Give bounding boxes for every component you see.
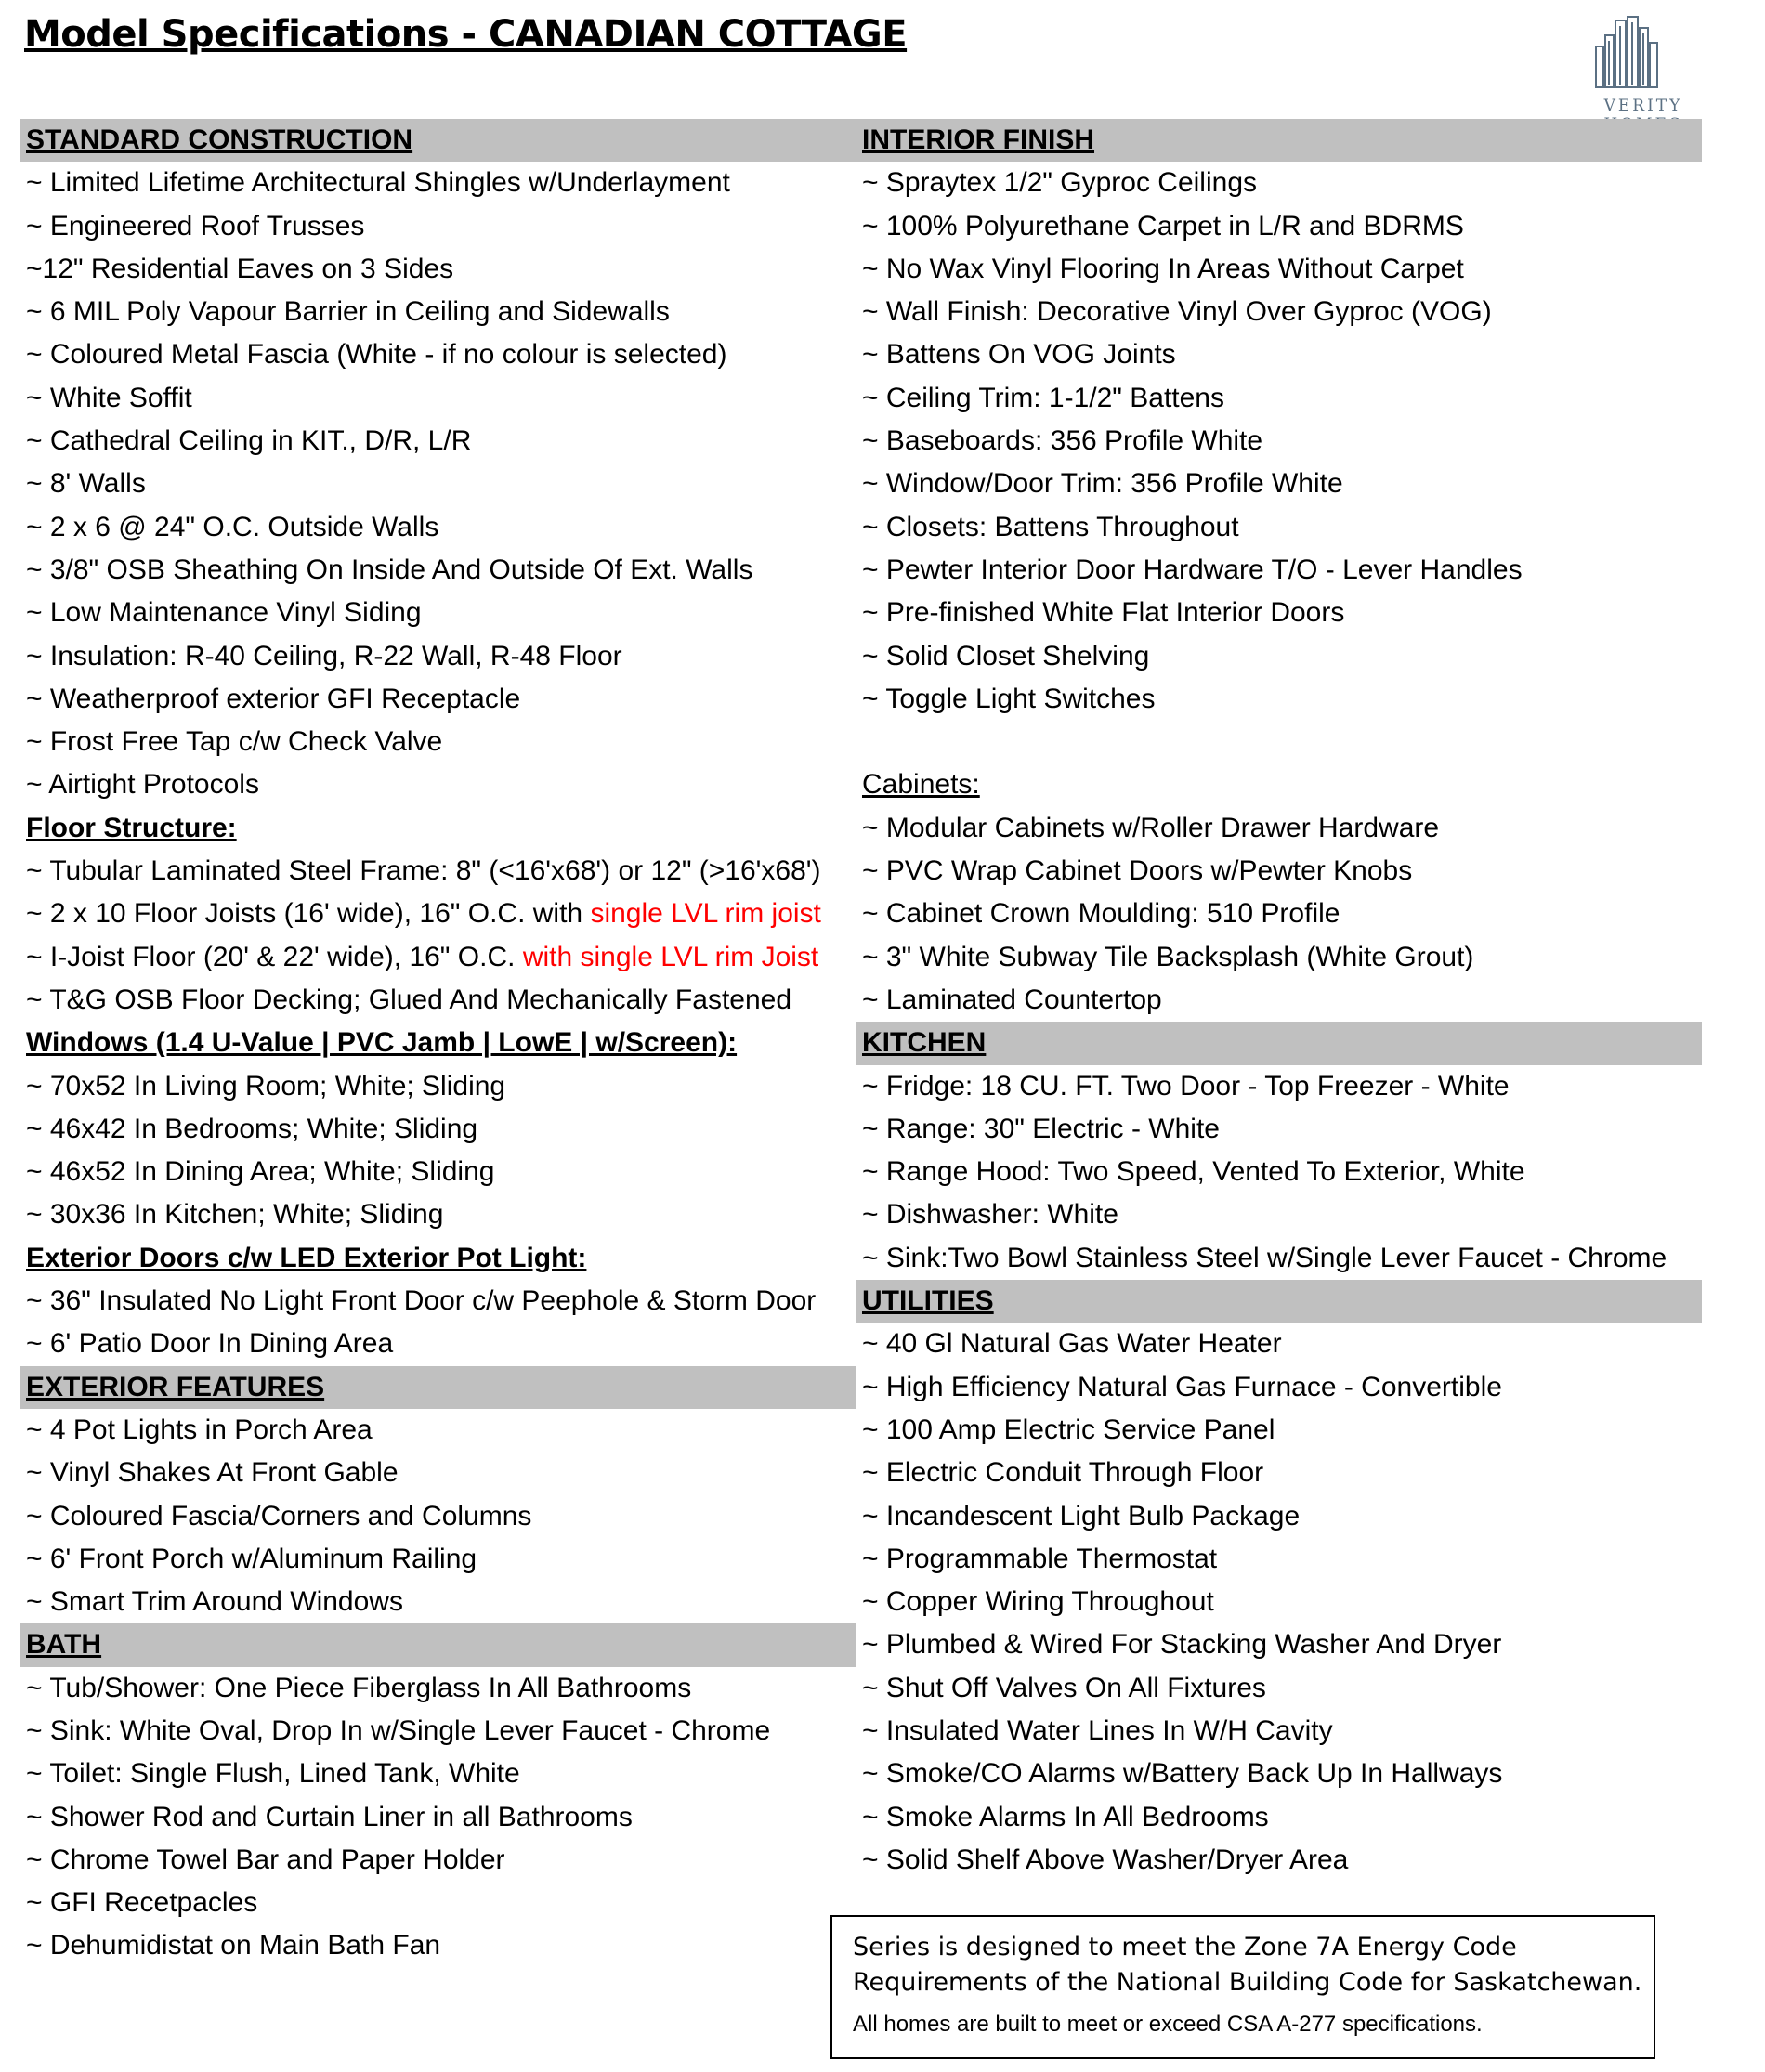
spec-item	[20, 592, 856, 634]
spec-text: ~ 6' Patio Door In Dining Area	[26, 1328, 394, 1360]
spec-text: ~ Sink:Two Bowl Stainless Steel w/Single Lever Faucet - Chrome	[862, 1242, 1667, 1273]
spec-text: ~ Solid Closet Shelving	[862, 640, 1150, 671]
spec-text: ~12" Residential Eaves on 3 Sides	[26, 253, 454, 284]
spec-text: ~ Window/Door Trim: 356 Profile White	[862, 468, 1343, 500]
spec-text: Exterior Doors c/w LED Exterior Pot Light:	[26, 1242, 587, 1273]
spec-item	[856, 506, 1702, 549]
spec-item	[856, 333, 1702, 376]
spec-text: ~ Cabinet Crown Moulding: 510 Profile	[862, 898, 1340, 930]
spec-text: ~ T&G OSB Floor Decking; Glued And Mechanically Fastened	[26, 984, 792, 1015]
spec-item	[20, 1409, 856, 1452]
spec-text: ~ Range Hood: Two Speed, Vented To Exterior, White	[862, 1156, 1525, 1188]
spec-item	[20, 1581, 856, 1623]
subsection-heading	[20, 807, 856, 850]
section-header	[20, 1366, 856, 1409]
spec-item	[856, 1839, 1702, 1882]
spec-text: ~ Laminated Countertop	[862, 984, 1162, 1015]
spec-item	[856, 463, 1702, 505]
spec-item	[20, 1882, 856, 1924]
spec-text: ~ Tubular Laminated Steel Frame: 8" (<16'x68') or 12" (>16'x68')	[26, 855, 821, 887]
spec-text: ~ 3" White Subway Tile Backsplash (White Grout)	[862, 941, 1474, 972]
spec-item	[20, 1667, 856, 1710]
spec-item	[20, 333, 856, 376]
spec-text: ~ Coloured Fascia/Corners and Columns	[26, 1500, 532, 1531]
spec-item	[856, 1667, 1702, 1710]
spec-text: ~ 100 Amp Electric Service Panel	[862, 1414, 1275, 1445]
spec-text: ~ 70x52 In Living Room; White; Sliding	[26, 1070, 506, 1101]
spec-text: ~ PVC Wrap Cabinet Doors w/Pewter Knobs	[862, 855, 1413, 887]
spec-item	[20, 678, 856, 721]
spec-item	[856, 1323, 1702, 1365]
spec-text: ~ 8' Walls	[26, 468, 146, 500]
page-title: Model Specifications - CANADIAN COTTAGE	[24, 13, 908, 56]
spec-item	[856, 162, 1702, 204]
spec-item	[856, 1710, 1702, 1753]
spec-item	[20, 1108, 856, 1151]
spec-item	[20, 1065, 856, 1108]
spec-text: ~ Low Maintenance Vinyl Siding	[26, 597, 422, 629]
highlighted-text: with single LVL rim Joist	[522, 941, 819, 972]
note-line: Requirements of the National Building Code for Saskatchewan.	[853, 1968, 1642, 1997]
spec-item	[856, 1065, 1702, 1108]
spec-text: ~ 2 x 6 @ 24" O.C. Outside Walls	[26, 511, 439, 542]
subsection-heading	[20, 1237, 856, 1280]
spec-item	[856, 205, 1702, 248]
spec-text: ~ Pre-finished White Flat Interior Doors	[862, 597, 1345, 629]
spec-text: ~ I-Joist Floor (20' & 22' wide), 16" O.C.	[26, 941, 523, 972]
spec-text: ~ Weatherproof exterior GFI Receptacle	[26, 683, 521, 714]
spec-text: ~ High Efficiency Natural Gas Furnace - Convertible	[862, 1371, 1502, 1402]
spec-text: ~ Plumbed & Wired For Stacking Washer And Dryer	[862, 1629, 1502, 1661]
spec-item	[20, 1151, 856, 1193]
spec-text: ~ Shut Off Valves On All Fixtures	[862, 1672, 1266, 1703]
spec-item	[20, 1753, 856, 1795]
spec-text: ~ Tub/Shower: One Piece Fiberglass In All Bathrooms	[26, 1672, 692, 1703]
spec-text: ~ Frost Free Tap c/w Check Valve	[26, 726, 443, 758]
spec-item	[856, 1366, 1702, 1409]
spec-item	[20, 1495, 856, 1538]
spec-item	[20, 1323, 856, 1365]
spec-text: ~ Pewter Interior Door Hardware T/O - Lever Handles	[862, 554, 1523, 585]
spec-item	[20, 549, 856, 592]
spec-item	[20, 248, 856, 291]
spec-item	[20, 162, 856, 204]
spec-item	[20, 1710, 856, 1753]
spec-item	[20, 1452, 856, 1494]
spec-item	[20, 721, 856, 763]
spec-item	[20, 979, 856, 1022]
spec-text: ~ Cathedral Ceiling in KIT., D/R, L/R	[26, 425, 472, 457]
spec-item	[856, 1108, 1702, 1151]
spec-text: ~ Closets: Battens Throughout	[862, 511, 1239, 542]
spec-item	[20, 1839, 856, 1882]
spec-item	[20, 463, 856, 505]
spec-text: KITCHEN	[862, 1027, 987, 1059]
logo-text: VERITY	[1603, 97, 1683, 115]
spec-item	[856, 1409, 1702, 1452]
spec-item	[856, 1193, 1702, 1236]
spec-item	[20, 291, 856, 333]
spec-text: ~ 36" Insulated No Light Front Door c/w Peephole & Storm Door	[26, 1285, 817, 1317]
spec-text: INTERIOR FINISH	[862, 124, 1095, 155]
spec-text: BATH	[26, 1629, 102, 1661]
spec-text: ~ Toilet: Single Flush, Lined Tank, White	[26, 1758, 520, 1790]
spec-text: ~ Range: 30" Electric - White	[862, 1113, 1220, 1144]
section-header	[856, 1022, 1702, 1064]
spec-text: ~ Sink: White Oval, Drop In w/Single Lever Faucet - Chrome	[26, 1714, 771, 1746]
spec-text: Windows (1.4 U-Value | PVC Jamb | LowE | w/Screen):	[26, 1027, 738, 1059]
spec-item	[856, 592, 1702, 634]
spec-text: ~ Insulation: R-40 Ceiling, R-22 Wall, R-48 Floor	[26, 640, 622, 671]
spec-item	[856, 936, 1702, 979]
spec-item	[856, 1452, 1702, 1494]
spec-text: ~ Chrome Towel Bar and Paper Holder	[26, 1844, 505, 1875]
building-icon	[1592, 15, 1667, 89]
spec-text: ~ 46x52 In Dining Area; White; Sliding	[26, 1156, 495, 1188]
energy-code-note	[830, 1915, 1655, 2059]
spec-text: ~ Toggle Light Switches	[862, 683, 1156, 714]
spec-text: ~ GFI Recetpacles	[26, 1887, 258, 1919]
spec-item	[20, 763, 856, 806]
spec-text: Cabinets:	[862, 769, 980, 801]
subsection-heading	[20, 1022, 856, 1064]
spec-item	[20, 635, 856, 678]
spec-text: ~ Dishwasher: White	[862, 1199, 1118, 1231]
note-line: Series is designed to meet the Zone 7A Energy Code	[853, 1933, 1517, 1961]
spec-item	[856, 807, 1702, 850]
spec-item	[856, 979, 1702, 1022]
spec-text: ~ Smart Trim Around Windows	[26, 1586, 403, 1618]
spec-text: ~ Incandescent Light Bulb Package	[862, 1500, 1301, 1531]
section-header	[20, 119, 856, 162]
spec-item	[856, 1538, 1702, 1581]
spec-text: ~ Limited Lifetime Architectural Shingles w/Underlayment	[26, 167, 730, 199]
spec-text: ~ 2 x 10 Floor Joists (16' wide), 16" O.C. with	[26, 898, 591, 930]
spec-item	[20, 893, 856, 935]
spec-item	[20, 420, 856, 463]
spec-text: ~ 40 Gl Natural Gas Water Heater	[862, 1328, 1282, 1360]
spec-item	[856, 678, 1702, 721]
spec-text: STANDARD CONSTRUCTION	[26, 124, 413, 155]
spec-text: ~ No Wax Vinyl Flooring In Areas Without Carpet	[862, 253, 1464, 284]
spec-text: ~ 6' Front Porch w/Aluminum Railing	[26, 1543, 477, 1574]
company-logo	[1579, 15, 1709, 122]
section-header	[856, 1280, 1702, 1323]
spec-text: ~ 3/8" OSB Sheathing On Inside And Outside Of Ext. Walls	[26, 554, 753, 585]
spec-item	[20, 1193, 856, 1236]
spec-item	[856, 1495, 1702, 1538]
spec-text: ~ Spraytex 1/2" Gyproc Ceilings	[862, 167, 1258, 199]
spec-item	[856, 377, 1702, 420]
right-column	[856, 119, 1702, 1882]
spec-text: ~ 100% Polyurethane Carpet in L/R and BDRMS	[862, 210, 1464, 241]
spec-item	[856, 635, 1702, 678]
spec-text: ~ Airtight Protocols	[26, 769, 259, 801]
spec-item	[856, 1623, 1702, 1666]
spec-text: ~ 6 MIL Poly Vapour Barrier in Ceiling and Sidewalls	[26, 296, 670, 328]
spec-text: ~ Battens On VOG Joints	[862, 339, 1176, 371]
spec-text: ~ Programmable Thermostat	[862, 1543, 1218, 1574]
spec-text: ~ Baseboards: 356 Profile White	[862, 425, 1263, 457]
spec-text: ~ Solid Shelf Above Washer/Dryer Area	[862, 1844, 1349, 1875]
spec-item	[20, 1538, 856, 1581]
spec-item	[856, 1753, 1702, 1795]
subsection-heading	[856, 763, 1702, 806]
spec-item	[856, 1796, 1702, 1839]
spec-item	[20, 1796, 856, 1839]
spec-text: ~ Copper Wiring Throughout	[862, 1586, 1214, 1618]
spec-text: ~ 30x36 In Kitchen; White; Sliding	[26, 1199, 444, 1231]
spec-item	[20, 1280, 856, 1323]
spec-item	[20, 936, 856, 979]
spec-item	[856, 1581, 1702, 1623]
spec-text: ~ Ceiling Trim: 1-1/2" Battens	[862, 382, 1224, 413]
spec-text: ~ Modular Cabinets w/Roller Drawer Hardware	[862, 812, 1440, 843]
spec-text: ~ White Soffit	[26, 382, 192, 413]
spec-item	[856, 1237, 1702, 1280]
spec-item	[856, 549, 1702, 592]
highlighted-text: single LVL rim joist	[590, 898, 821, 930]
spec-item	[20, 506, 856, 549]
left-column	[20, 119, 856, 1968]
section-header	[20, 1623, 856, 1666]
spec-text: ~ 46x42 In Bedrooms; White; Sliding	[26, 1113, 478, 1144]
spec-item	[20, 205, 856, 248]
spec-item	[856, 893, 1702, 935]
spec-text: ~ Smoke Alarms In All Bedrooms	[862, 1801, 1269, 1832]
spec-text: ~ 4 Pot Lights in Porch Area	[26, 1414, 373, 1445]
spec-text: ~ Coloured Metal Fascia (White - if no colour is selected)	[26, 339, 727, 371]
spec-text: ~ Electric Conduit Through Floor	[862, 1457, 1264, 1489]
spec-item	[20, 377, 856, 420]
spec-text: ~ Wall Finish: Decorative Vinyl Over Gyproc (VOG)	[862, 296, 1492, 328]
section-header	[856, 119, 1702, 162]
spec-text: ~ Fridge: 18 CU. FT. Two Door - Top Freezer - White	[862, 1070, 1510, 1101]
spacer	[856, 721, 1702, 763]
spec-text: ~ Insulated Water Lines In W/H Cavity	[862, 1714, 1333, 1746]
note-line: All homes are built to meet or exceed CSA A-277 specifications.	[853, 2012, 1483, 2037]
spec-text: ~ Smoke/CO Alarms w/Battery Back Up In Hallways	[862, 1758, 1503, 1790]
spec-item	[856, 248, 1702, 291]
spec-item	[856, 1151, 1702, 1193]
spec-item	[856, 420, 1702, 463]
spec-text: ~ Vinyl Shakes At Front Gable	[26, 1457, 399, 1489]
spec-item	[20, 1924, 856, 1967]
spec-text: ~ Shower Rod and Curtain Liner in all Bathrooms	[26, 1801, 633, 1832]
spec-text: Floor Structure:	[26, 812, 237, 843]
spec-item	[20, 850, 856, 893]
spec-text: ~ Dehumidistat on Main Bath Fan	[26, 1930, 441, 1961]
spec-text: UTILITIES	[862, 1285, 994, 1317]
spec-item	[856, 850, 1702, 893]
spec-text: EXTERIOR FEATURES	[26, 1371, 325, 1402]
spec-item	[856, 291, 1702, 333]
spec-text: ~ Engineered Roof Trusses	[26, 210, 365, 241]
